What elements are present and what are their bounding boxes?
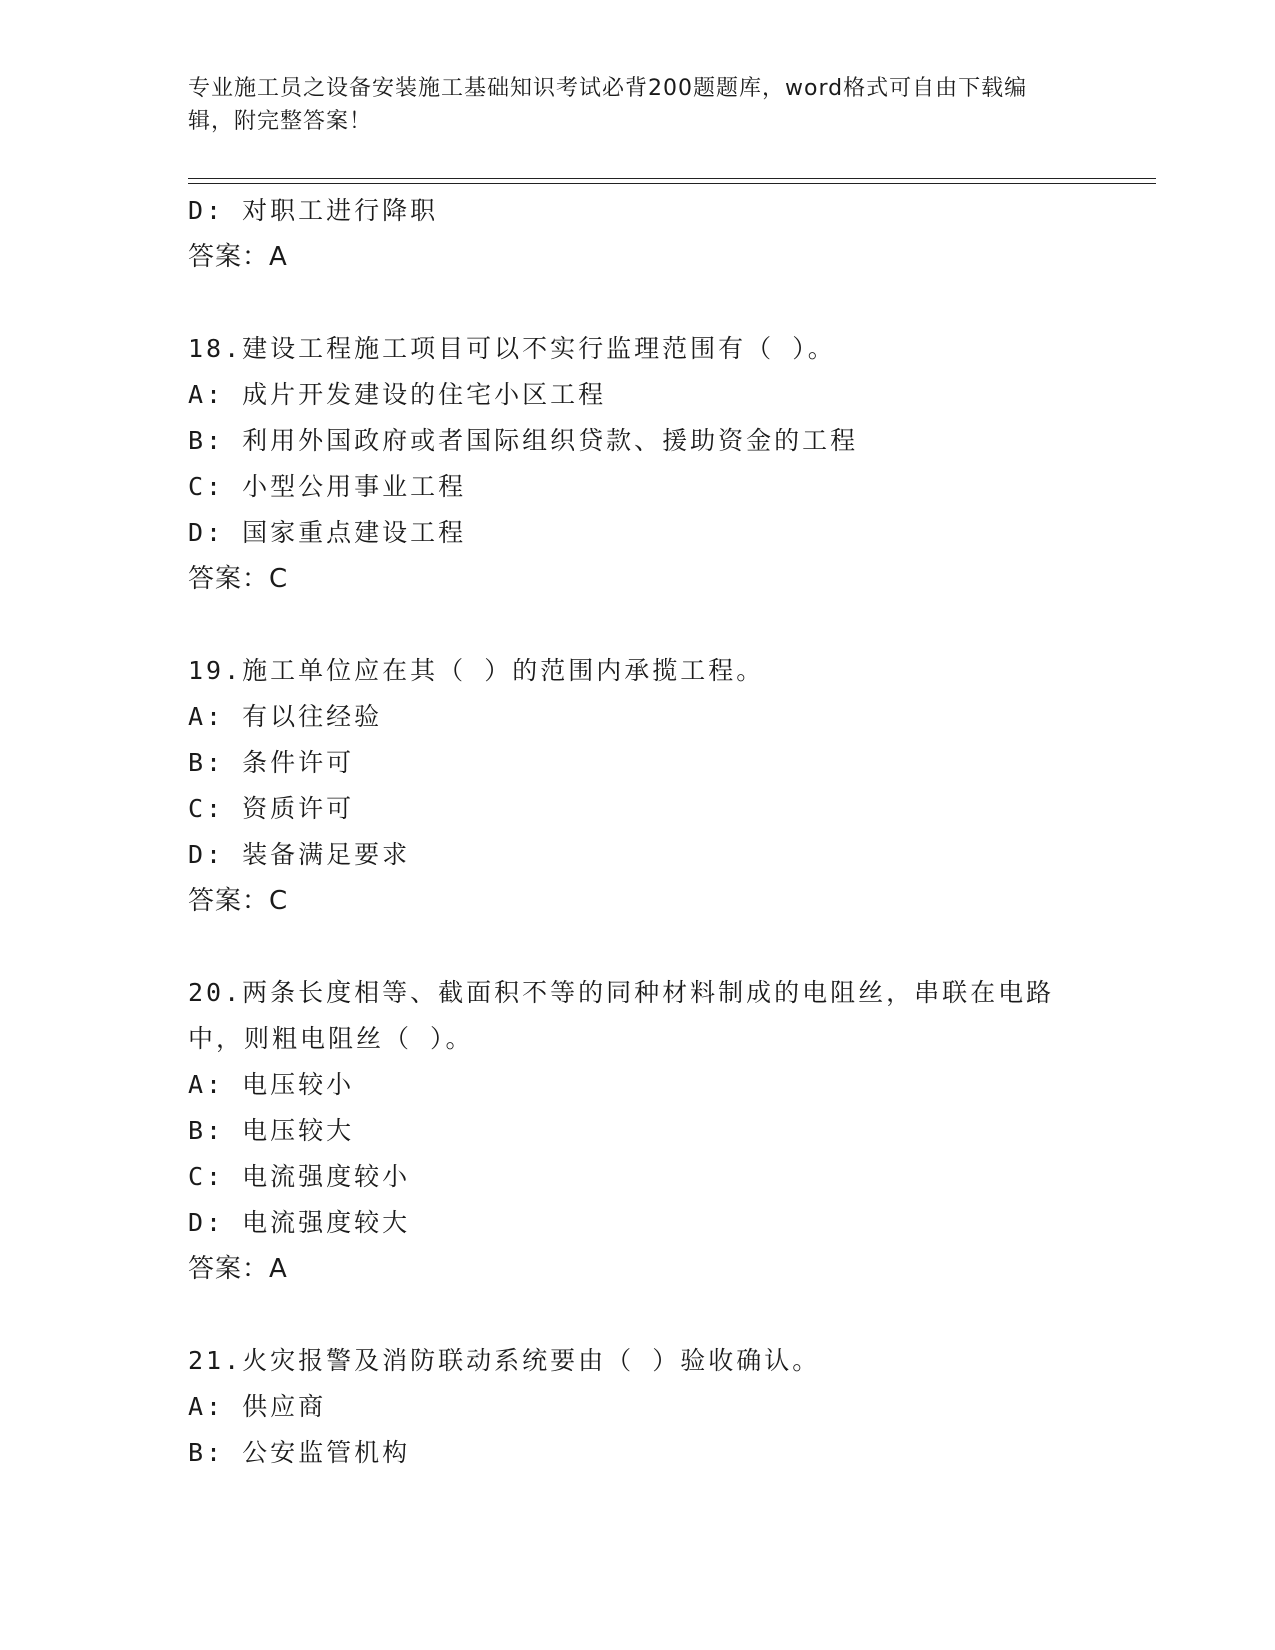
header-rule-top (188, 178, 1156, 179)
spacer (188, 602, 1148, 648)
q20-option-b: B: 电压较大 (188, 1116, 355, 1145)
header-rule-bottom (188, 183, 1156, 184)
q19-answer: 答案：C (188, 886, 289, 916)
q18-option-c: C: 小型公用事业工程 (188, 472, 467, 501)
spacer (188, 1292, 1148, 1338)
q19-option-b: B: 条件许可 (188, 748, 355, 777)
q20-title-line1: 20.两条长度相等、截面积不等的同种材料制成的电阻丝，串联在电路 (188, 978, 1055, 1007)
question-list (188, 188, 1148, 1476)
q18-title: 18.建设工程施工项目可以不实行监理范围有（ ）。 (188, 334, 836, 363)
spacer (188, 280, 1148, 326)
q21-title: 21.火灾报警及消防联动系统要由（ ）验收确认。 (188, 1346, 821, 1375)
q20-answer: 答案：A (188, 1254, 288, 1284)
spacer (188, 924, 1148, 970)
q20-option-d: D: 电流强度较大 (188, 1208, 411, 1237)
q20-title-line2: 中，则粗电阻丝（ ）。 (188, 1024, 474, 1053)
q18-option-a: A: 成片开发建设的住宅小区工程 (188, 380, 607, 409)
q20-option-a: A: 电压较小 (188, 1070, 355, 1099)
q19-title: 19.施工单位应在其（ ）的范围内承揽工程。 (188, 656, 765, 685)
q18-answer: 答案：C (188, 564, 289, 594)
q20-option-c: C: 电流强度较小 (188, 1162, 411, 1191)
q21-option-b: B: 公安监管机构 (188, 1438, 411, 1467)
q19-option-a: A: 有以往经验 (188, 702, 383, 731)
q18-option-d: D: 国家重点建设工程 (188, 518, 467, 547)
q17-option-d: D: 对职工进行降职 (188, 196, 439, 225)
q17-answer: 答案：A (188, 242, 288, 272)
q18-option-b: B: 利用外国政府或者国际组织贷款、援助资金的工程 (188, 426, 859, 455)
q21-option-a: A: 供应商 (188, 1392, 327, 1421)
document-header: 专业施工员之设备安装施工基础知识考试必背200题题库，word格式可自由下载编辑，附完整答案！ (188, 76, 1028, 134)
q19-option-d: D: 装备满足要求 (188, 840, 411, 869)
q19-option-c: C: 资质许可 (188, 794, 355, 823)
